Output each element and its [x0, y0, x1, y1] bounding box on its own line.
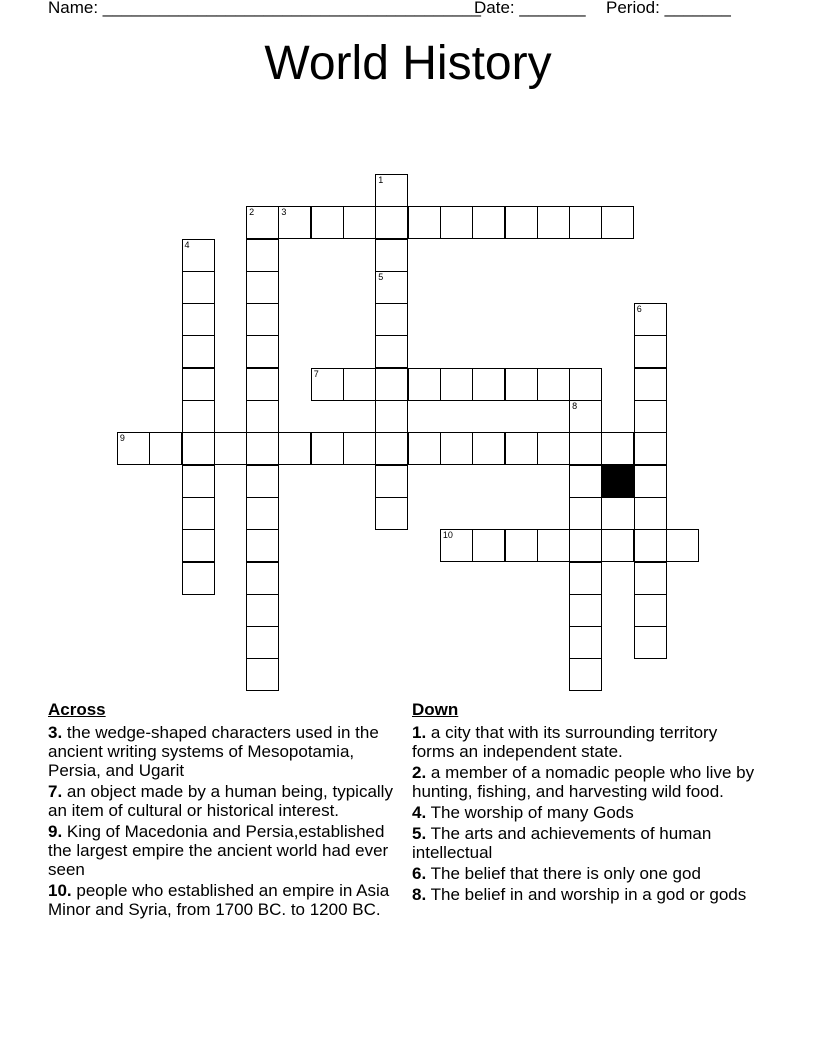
- clue-number: 2: [249, 207, 255, 218]
- crossword-cell[interactable]: [569, 562, 602, 595]
- crossword-cell[interactable]: [634, 335, 667, 368]
- crossword-cell[interactable]: [472, 206, 505, 239]
- crossword-cell[interactable]: [440, 206, 473, 239]
- crossword-cell[interactable]: [182, 562, 215, 595]
- crossword-cell[interactable]: [246, 594, 279, 627]
- crossword-cell[interactable]: [182, 368, 215, 401]
- crossword-cell[interactable]: [634, 465, 667, 498]
- crossword-cell[interactable]: [634, 562, 667, 595]
- crossword-cell[interactable]: [246, 497, 279, 530]
- crossword-cell[interactable]: [440, 529, 473, 562]
- crossword-cell[interactable]: [537, 206, 570, 239]
- crossword-cell[interactable]: [311, 206, 344, 239]
- clue-across-3: 3. the wedge-shaped characters used in the ancient writing systems of Mesopotamia, Persia, and Ugarit: [48, 723, 379, 780]
- down-heading: Down: [412, 700, 459, 719]
- period-field-label: Period: _______: [606, 0, 731, 17]
- crossword-cell[interactable]: [634, 626, 667, 659]
- crossword-cell[interactable]: [569, 594, 602, 627]
- clue-across-9: 9. King of Macedonia and Persia,established the largest empire the ancient world had ever seen: [48, 822, 389, 879]
- crossword-cell[interactable]: [246, 271, 279, 304]
- crossword-cell[interactable]: [634, 529, 667, 562]
- clue-down-4: 4. The worship of many Gods: [412, 803, 634, 822]
- crossword-cell[interactable]: [408, 206, 441, 239]
- date-field-label: Date: _______: [474, 0, 586, 17]
- name-field-label: Name: ________________________________________: [48, 0, 481, 17]
- clue-number: 4: [184, 239, 190, 250]
- crossword-cell[interactable]: [246, 400, 279, 433]
- crossword-cell[interactable]: [375, 335, 408, 368]
- crossword-cell[interactable]: [440, 368, 473, 401]
- crossword-cell[interactable]: [375, 206, 408, 239]
- crossword-cell[interactable]: [375, 174, 408, 207]
- crossword-cell[interactable]: [375, 271, 408, 304]
- crossword-cell[interactable]: [246, 562, 279, 595]
- crossword-cell[interactable]: [375, 303, 408, 336]
- crossword-cell[interactable]: [246, 368, 279, 401]
- crossword-cell[interactable]: [182, 497, 215, 530]
- clue-down-2: 2. a member of a nomadic people who live by hunting, fishing, and harvesting wild food.: [412, 763, 755, 801]
- crossword-cell[interactable]: [311, 432, 344, 465]
- crossword-cell[interactable]: [601, 529, 634, 562]
- crossword-cell[interactable]: [408, 368, 441, 401]
- crossword-cell[interactable]: [343, 368, 376, 401]
- crossword-black-cell: [601, 465, 634, 498]
- crossword-cell[interactable]: [472, 368, 505, 401]
- crossword-cell[interactable]: [149, 432, 182, 465]
- clue-number: 3: [281, 207, 287, 218]
- crossword-cell[interactable]: [569, 626, 602, 659]
- crossword-cell[interactable]: [246, 303, 279, 336]
- crossword-cell[interactable]: [634, 497, 667, 530]
- crossword-cell[interactable]: [375, 400, 408, 433]
- crossword-cell[interactable]: [246, 335, 279, 368]
- clue-down-6: 6. The belief that there is only one god: [412, 864, 701, 883]
- crossword-cell[interactable]: [182, 303, 215, 336]
- crossword-cell[interactable]: [246, 206, 279, 239]
- clue-across-7: 7. an object made by a human being, typically an item of cultural or historical interest.: [48, 782, 393, 820]
- crossword-cell[interactable]: [182, 335, 215, 368]
- crossword-cell[interactable]: [634, 368, 667, 401]
- crossword-cell[interactable]: [278, 206, 311, 239]
- crossword-cell[interactable]: [505, 206, 538, 239]
- crossword-cell[interactable]: [246, 529, 279, 562]
- clue-across-10: 10. people who established an empire in Asia Minor and Syria, from 1700 BC. to 1200 BC.: [48, 881, 390, 919]
- crossword-cell[interactable]: [569, 529, 602, 562]
- clue-number: 1: [378, 174, 384, 185]
- across-clues: [48, 700, 398, 921]
- crossword-cell[interactable]: [246, 239, 279, 272]
- crossword-cell[interactable]: [246, 626, 279, 659]
- crossword-cell[interactable]: [246, 658, 279, 691]
- crossword-cell[interactable]: [601, 432, 634, 465]
- crossword-cell[interactable]: [375, 239, 408, 272]
- crossword-cell[interactable]: [182, 465, 215, 498]
- crossword-cell[interactable]: [569, 465, 602, 498]
- crossword-cell[interactable]: [246, 465, 279, 498]
- down-clues: [412, 700, 762, 906]
- crossword-cell[interactable]: [311, 368, 344, 401]
- crossword-cell[interactable]: [278, 432, 311, 465]
- crossword-cell[interactable]: [569, 432, 602, 465]
- crossword-cell[interactable]: [634, 432, 667, 465]
- crossword-cell[interactable]: [182, 529, 215, 562]
- clue-down-1: 1. a city that with its surrounding territory forms an independent state.: [412, 723, 718, 761]
- crossword-cell[interactable]: [505, 368, 538, 401]
- crossword-cell[interactable]: [569, 400, 602, 433]
- clue-number: 5: [378, 271, 384, 282]
- crossword-cell[interactable]: [117, 432, 150, 465]
- crossword-cell[interactable]: [375, 432, 408, 465]
- crossword-cell[interactable]: [440, 432, 473, 465]
- clue-down-8: 8. The belief in and worship in a god or gods: [412, 885, 747, 904]
- crossword-cell[interactable]: [375, 465, 408, 498]
- across-heading: Across: [48, 700, 106, 719]
- crossword-cell[interactable]: [537, 529, 570, 562]
- crossword-cell[interactable]: [601, 206, 634, 239]
- crossword-cell[interactable]: [214, 432, 247, 465]
- crossword-cell[interactable]: [408, 432, 441, 465]
- clue-down-5: 5. The arts and achievements of human intellectual: [412, 824, 712, 862]
- crossword-cell[interactable]: [634, 594, 667, 627]
- crossword-cell[interactable]: [569, 497, 602, 530]
- clue-number: 8: [572, 401, 578, 411]
- crossword-cell[interactable]: [569, 368, 602, 401]
- crossword-cell[interactable]: [472, 432, 505, 465]
- clue-number: 9: [119, 433, 125, 444]
- crossword-cell[interactable]: [505, 529, 538, 562]
- clue-number: 7: [313, 368, 319, 379]
- clue-number: 10: [442, 530, 453, 541]
- crossword-cell[interactable]: [246, 432, 279, 465]
- crossword-cell[interactable]: [375, 497, 408, 530]
- crossword-cell[interactable]: [472, 529, 505, 562]
- crossword-cell[interactable]: [537, 432, 570, 465]
- crossword-cell[interactable]: [182, 239, 215, 272]
- crossword-cell[interactable]: [343, 206, 376, 239]
- crossword-cell[interactable]: [182, 271, 215, 304]
- page-title: World History: [264, 37, 552, 90]
- crossword-cell[interactable]: [375, 368, 408, 401]
- crossword-cell[interactable]: [343, 432, 376, 465]
- crossword-cell[interactable]: [666, 529, 699, 562]
- crossword-cell[interactable]: [537, 368, 570, 401]
- clue-number: 6: [636, 304, 642, 315]
- crossword-cell[interactable]: [569, 206, 602, 239]
- crossword-cell[interactable]: [634, 400, 667, 433]
- crossword-cell[interactable]: [182, 432, 215, 465]
- crossword-cell[interactable]: [505, 432, 538, 465]
- crossword-cell[interactable]: [182, 400, 215, 433]
- crossword-cell[interactable]: [634, 303, 667, 336]
- crossword-cell[interactable]: [569, 658, 602, 691]
